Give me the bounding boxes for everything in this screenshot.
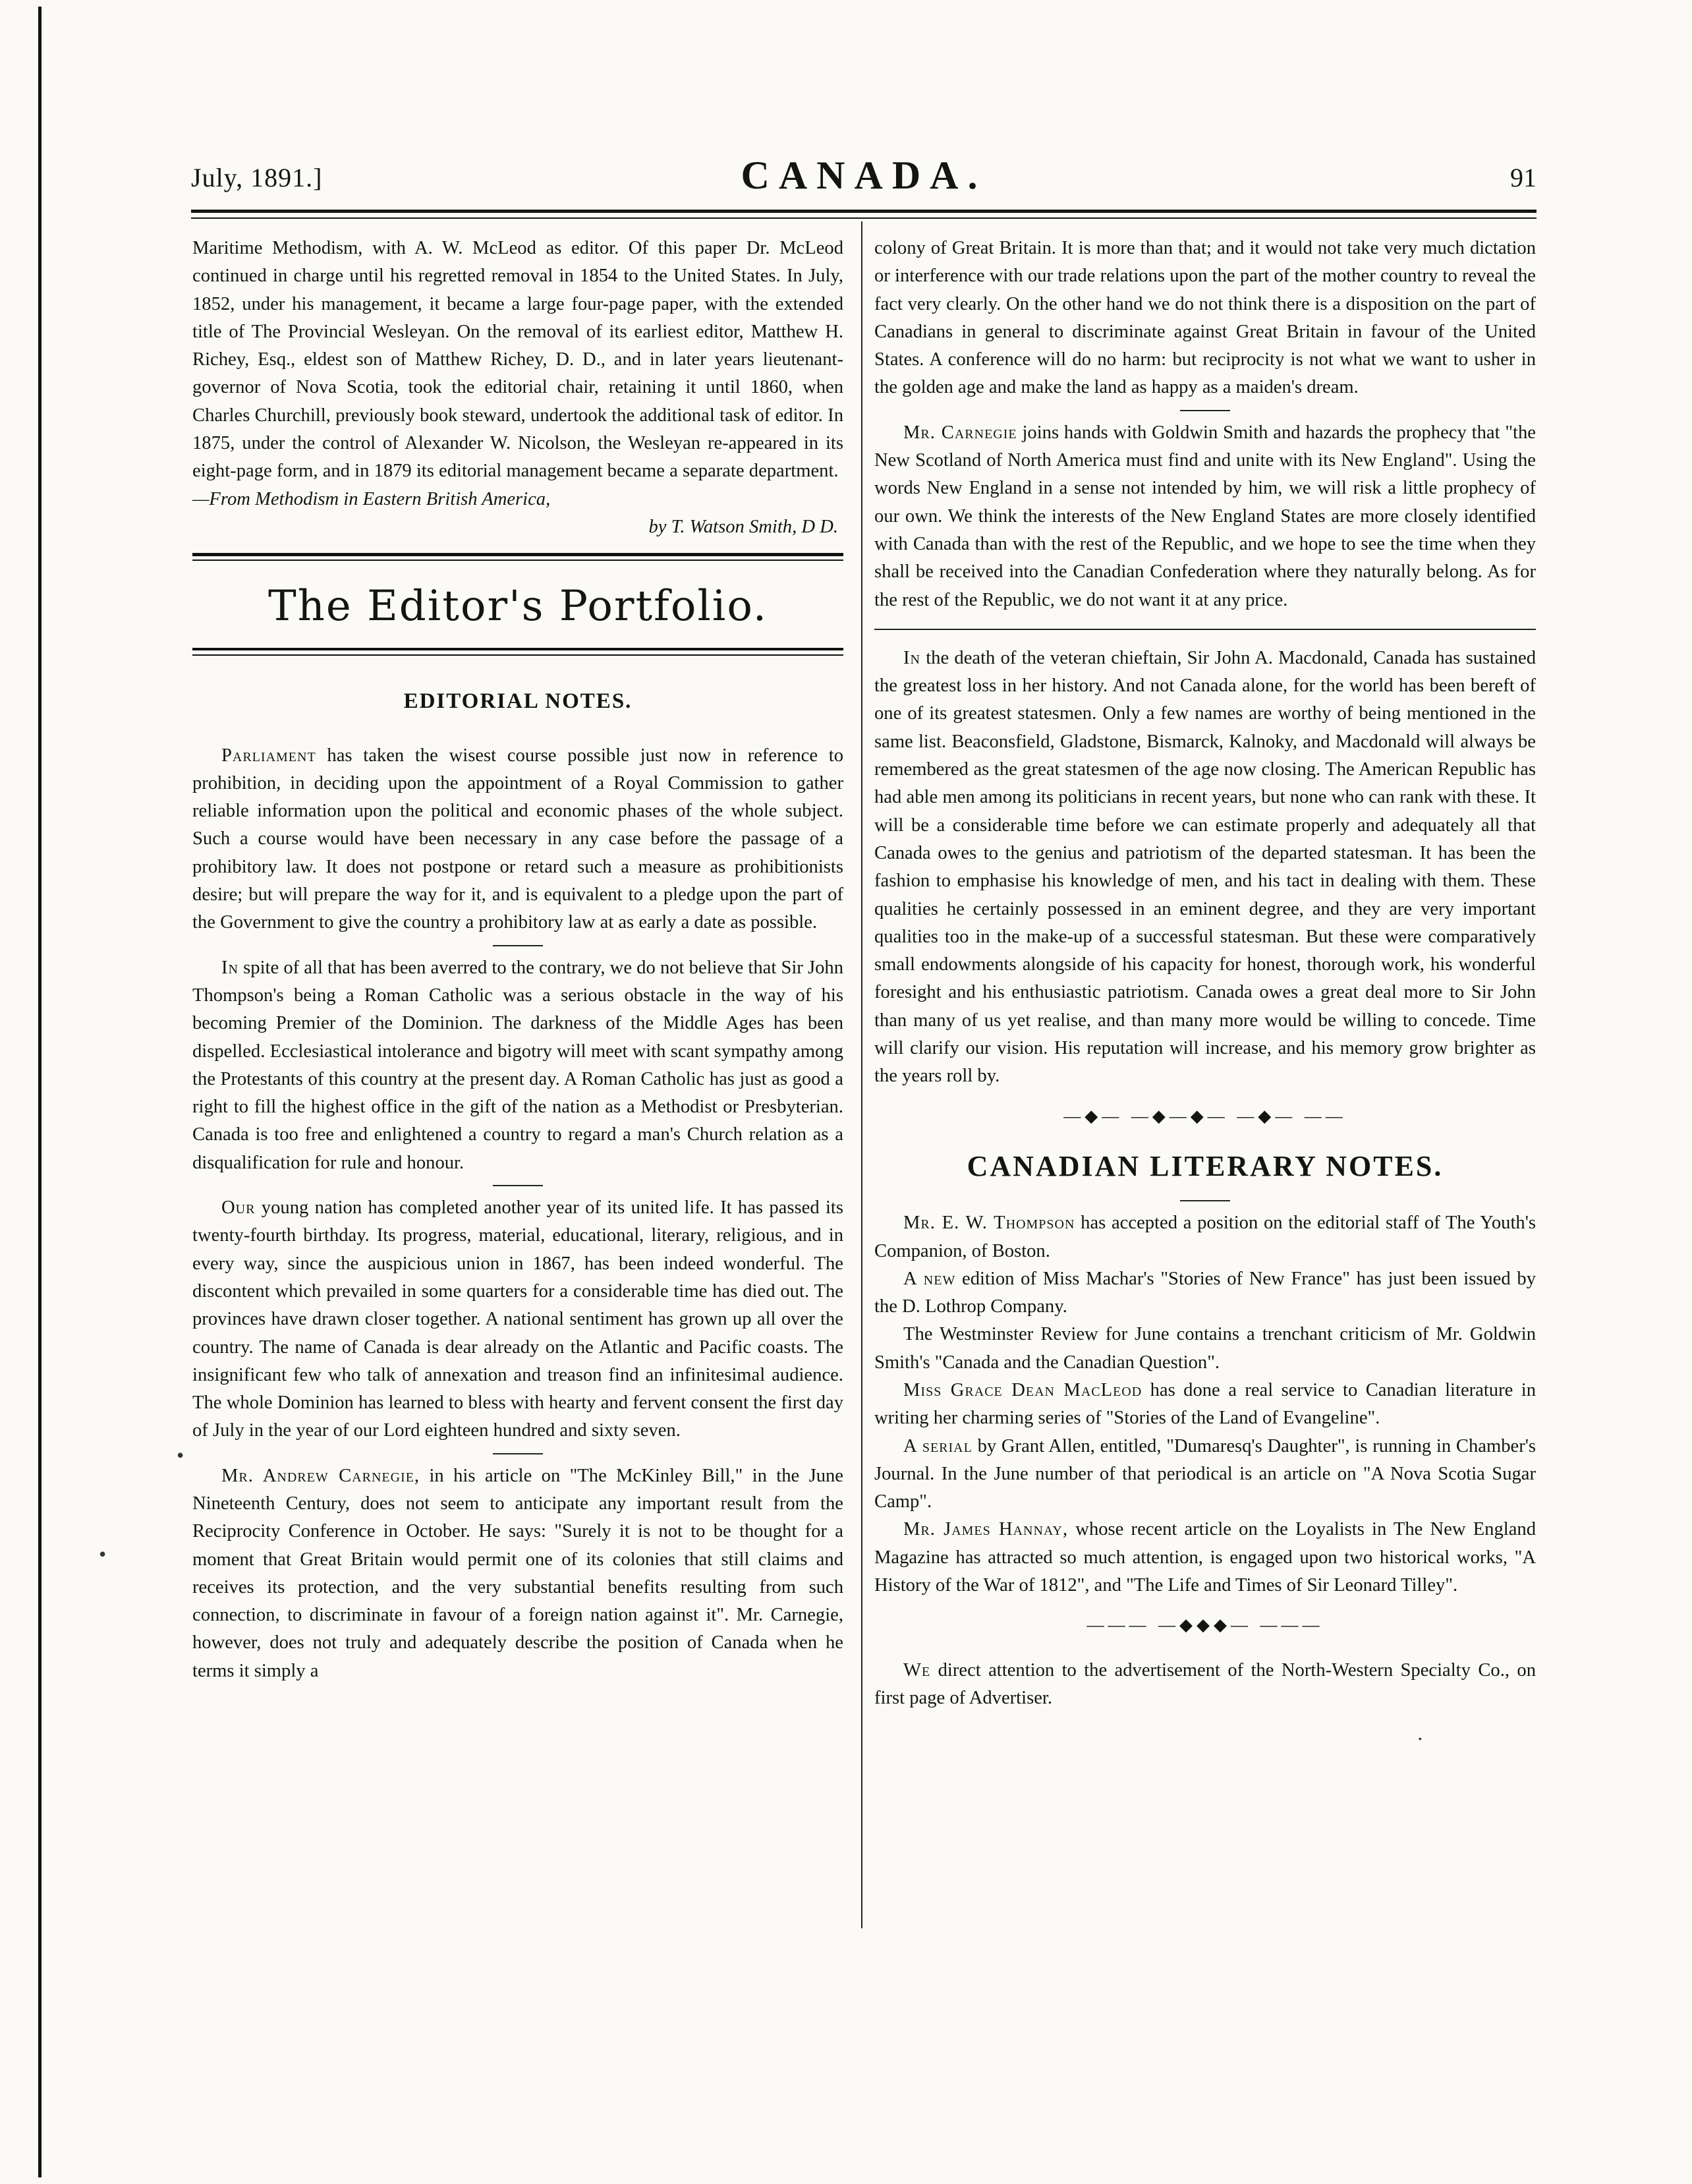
note-text: The Westminster Review for June contains a trenchant criticism of Mr. Goldwin Smith's "Canada and the Canadian Question". <box>874 1324 1536 1373</box>
note-text: edition of Miss Machar's "Stories of New France" has just been issued by the D. Lothrop Company. <box>874 1268 1536 1317</box>
note-text: direct attention to the advertisement of the North-Western Specialty Co., on first page of Advertiser. <box>874 1659 1536 1708</box>
paragraph-text: colony of Great Britain. It is more than that; and it would not take very much dictation or interference with our trade relations upon the part of the mother country to reveal the fact very clearly. On the other hand we do not think there is a disposition on the part of Canadians in general to discriminate against Great Britain in favour of the United States. A conference will do no harm: but reciprocity is not what we want to usher in the golden age and make the land as happy as a maiden's dream. <box>874 238 1536 398</box>
note-text: has accepted a position on the editorial staff of The Youth's Companion, of Boston. <box>874 1213 1536 1261</box>
note-lead: Miss Grace Dean MacLeod <box>903 1379 1142 1400</box>
literary-notes-heading: CANADIAN LITERARY NOTES. <box>967 1149 1444 1182</box>
editorial-notes-heading: EDITORIAL NOTES. <box>403 689 633 714</box>
portfolio-rule <box>192 648 843 658</box>
literary-note <box>874 1209 1536 1265</box>
editorial-paragraph <box>192 1194 843 1445</box>
attribution-source: —From Methodism in Eastern British America, <box>192 488 551 509</box>
scan-speck: • <box>99 1542 107 1566</box>
note-text: has done a real service to Canadian literature in writing her charming series of "Stories of the Land of Evangeline". <box>874 1379 1536 1429</box>
editorial-paragraph <box>874 235 1536 402</box>
separator-rule <box>1180 1200 1230 1201</box>
note-lead: Mr. E. W. Thompson <box>903 1213 1075 1234</box>
scan-speck: · <box>1417 1727 1424 1750</box>
ornament-divider: —◆— —◆—◆— —◆— —— <box>1063 1106 1347 1126</box>
literary-note <box>874 1657 1536 1713</box>
editorial-paragraph <box>874 645 1536 1091</box>
note-text: whose recent article on the Loyalists in The New England Magazine has attracted so much attention, is engaged upon two historical works, "A History of the War of 1812", and "The Life and Times of Sir Leonard Tilley". <box>874 1519 1536 1596</box>
portfolio-title: The Editor's Portfolio. <box>268 582 768 631</box>
separator-rule <box>493 945 543 946</box>
attribution-author: by T. Watson Smith, D D. <box>648 516 838 537</box>
header-rule <box>191 210 1537 213</box>
page-number: 91 <box>1510 163 1537 192</box>
note-lead: A serial <box>903 1435 973 1456</box>
page-edge-rule <box>38 7 42 2177</box>
paragraph-lead: In <box>221 957 239 978</box>
section-rule <box>192 553 843 562</box>
editorial-paragraph <box>192 1462 843 1685</box>
paragraph-text: has taken the wisest course possible just now in reference to prohibition, in deciding upon the appointment of a Royal Commission to gather reliable information upon the political and economic phases of the whole subject. Such a course would have been necessary in any case before the passage of a prohibitory law. It does not postpone or retard such a measure as prohibitionists desire; but will prepare the way for it, and is equivalent to a pledge upon the part of the Government to give the country a prohibitory law at as early a date as possible. <box>192 745 843 933</box>
paragraph-text: spite of all that has been averred to the contrary, we do not believe that Sir John Thompson's being a Roman Catholic was a serious obstacle in the way of his becoming Premier of the Dominion. The darkness of the Middle Ages has been dispelled. Ecclesiastical intolerance and bigotry will meet with scant sympathy among the Protestants of this country at the present day. A Roman Catholic has just as good a right to fill the highest office in the gift of the nation as a Methodist or Presbyterian. Canada is too free and enlightened a country to regard a man's Church relation as a disqualification for rule and honour. <box>192 957 843 1173</box>
editorial-paragraph <box>874 419 1536 614</box>
column-divider <box>861 221 862 1928</box>
paragraph-text: young nation has completed another year of its united life. It has passed its twenty-fourth birthday. Its progress, material, educational, literary, religious, and in every way, since the auspicious union in 1867, has been indeed wonderful. The discontent which prevailed in some quarters for a considerable time has died out. The provinces have drawn closer together. A national sentiment has grown up all over the country. The name of Canada is dear already on the Atlantic and Pacific coasts. The insignificant few who talk of annexation and treason find an infinitesimal audience. The whole Dominion has learned to bless with hearty and fervent consent the first day of July in the year of our Lord eighteen hundred and sixty seven. <box>192 1197 843 1441</box>
literary-note <box>874 1516 1536 1599</box>
note-lead: We <box>903 1659 931 1681</box>
paragraph-lead: Mr. Andrew Carnegie, <box>221 1465 420 1486</box>
editorial-paragraph <box>192 954 843 1177</box>
paragraph-text: joins hands with Goldwin Smith and hazards the prophecy that "the New Scotland of North America must find and unite with its New England". Using the words New England in a sense not intended by him, we will risk a little prophecy of our own. We think the interests of the New England States are more closely identified with Canada than with the rest of the Republic, and we hope to see the time when they shall be received into the Canadian Confederation where they naturally belong. As for the rest of the Republic, we do not want it at any price. <box>874 422 1536 610</box>
intro-paragraph: Maritime Methodism, with A. W. McLeod as editor. Of this paper Dr. McLeod continued in charge until his regretted removal in 1854 to the United States. In July, 1852, under his management, it became a large four-page paper, with the extended title of The Provincial Wesleyan. On the removal of its earliest editor, Matthew H. Richey, Esq., eldest son of Matthew Richey, D. D., and in later years lieutenant-governor of Nova Scotia, took the editorial chair, retaining it until 1860, when Charles Churchill, previously book steward, undertook the additional task of editor. In 1875, under the control of Alexander W. Nicolson, the Wesleyan re-appeared in its eight-page form, and in 1879 its editorial management became a separate department. <box>192 238 843 482</box>
right-column <box>874 235 1536 1712</box>
note-lead: A new <box>903 1268 956 1289</box>
left-column <box>192 235 843 1685</box>
ornament-divider: ——— —◆◆◆— ——— <box>1086 1615 1324 1635</box>
scan-speck: • <box>177 1443 184 1467</box>
literary-note <box>874 1321 1536 1377</box>
header-date: July, 1891.] <box>191 163 323 192</box>
paragraph-text: in his article on "The McKinley Bill," in the June Nineteenth Century, does not seem to anticipate any important result from the Reciprocity Conference in October. He says: "Surely it is not to be thought for a moment that Great Britain would permit one of its colonies that still claims and receives its protection, and the very substantial benefits resulting from such connection, to discriminate in favour of a foreign nation against it". Mr. Carnegie, however, does not truly and adequately describe the position of Canada when he terms it simply a <box>192 1465 843 1681</box>
paragraph-lead: Parliament <box>221 745 316 766</box>
separator-rule <box>1180 410 1230 411</box>
paragraph-lead: Our <box>221 1197 256 1219</box>
literary-note <box>874 1265 1536 1321</box>
note-lead: Mr. James Hannay, <box>903 1519 1069 1540</box>
note-text: by Grant Allen, entitled, "Dumaresq's Daughter", is running in Chamber's Journal. In the June number of that periodical is an article on "A Nova Scotia Sugar Camp". <box>874 1435 1536 1512</box>
literary-note <box>874 1433 1536 1516</box>
editorial-paragraph <box>192 742 843 937</box>
page-header <box>191 153 1537 206</box>
literary-note <box>874 1377 1536 1433</box>
paragraph-text: the death of the veteran chieftain, Sir John A. Macdonald, Canada has sustained the greatest loss in her history. And not Canada alone, for the world has been bereft of one of its greatest statesmen. Only a few names are worthy of being mentioned in the same list. Beaconsfield, Gladstone, Bismarck, Kalnoky, and Macdonald will always be remembered as the great statesmen of the age now closing. The American Republic has had able men among its politicians in recent years, but none who can rank with these. It will be a considerable time before we can estimate properly and adequately all that Canada owes to the genius and patriotism of the departed statesman. It has been the fashion to emphasise his knowledge of men, and his tact in dealing with them. These qualities he certainly possessed in an eminent degree, and they are very important qualities too in the make-up of a successful statesman. But these were comparatively small endowments alongside of his capacity for honest, thorough work, his wonderful foresight and his enthusiastic patriotism. Canada owes a great deal more to Sir John than many of us yet realise, and than many more would be willing to concede. Time will clarify our vision. His reputation will increase, and his memory grow brighter as the years roll by. <box>874 647 1536 1087</box>
separator-rule <box>493 1453 543 1454</box>
masthead-title: CANADA. <box>741 154 987 197</box>
paragraph-lead: In <box>903 647 920 668</box>
header-rule-thin <box>191 217 1537 219</box>
separator-rule <box>874 629 1536 630</box>
separator-rule <box>493 1185 543 1186</box>
paragraph-lead: Mr. Carnegie <box>903 422 1017 443</box>
